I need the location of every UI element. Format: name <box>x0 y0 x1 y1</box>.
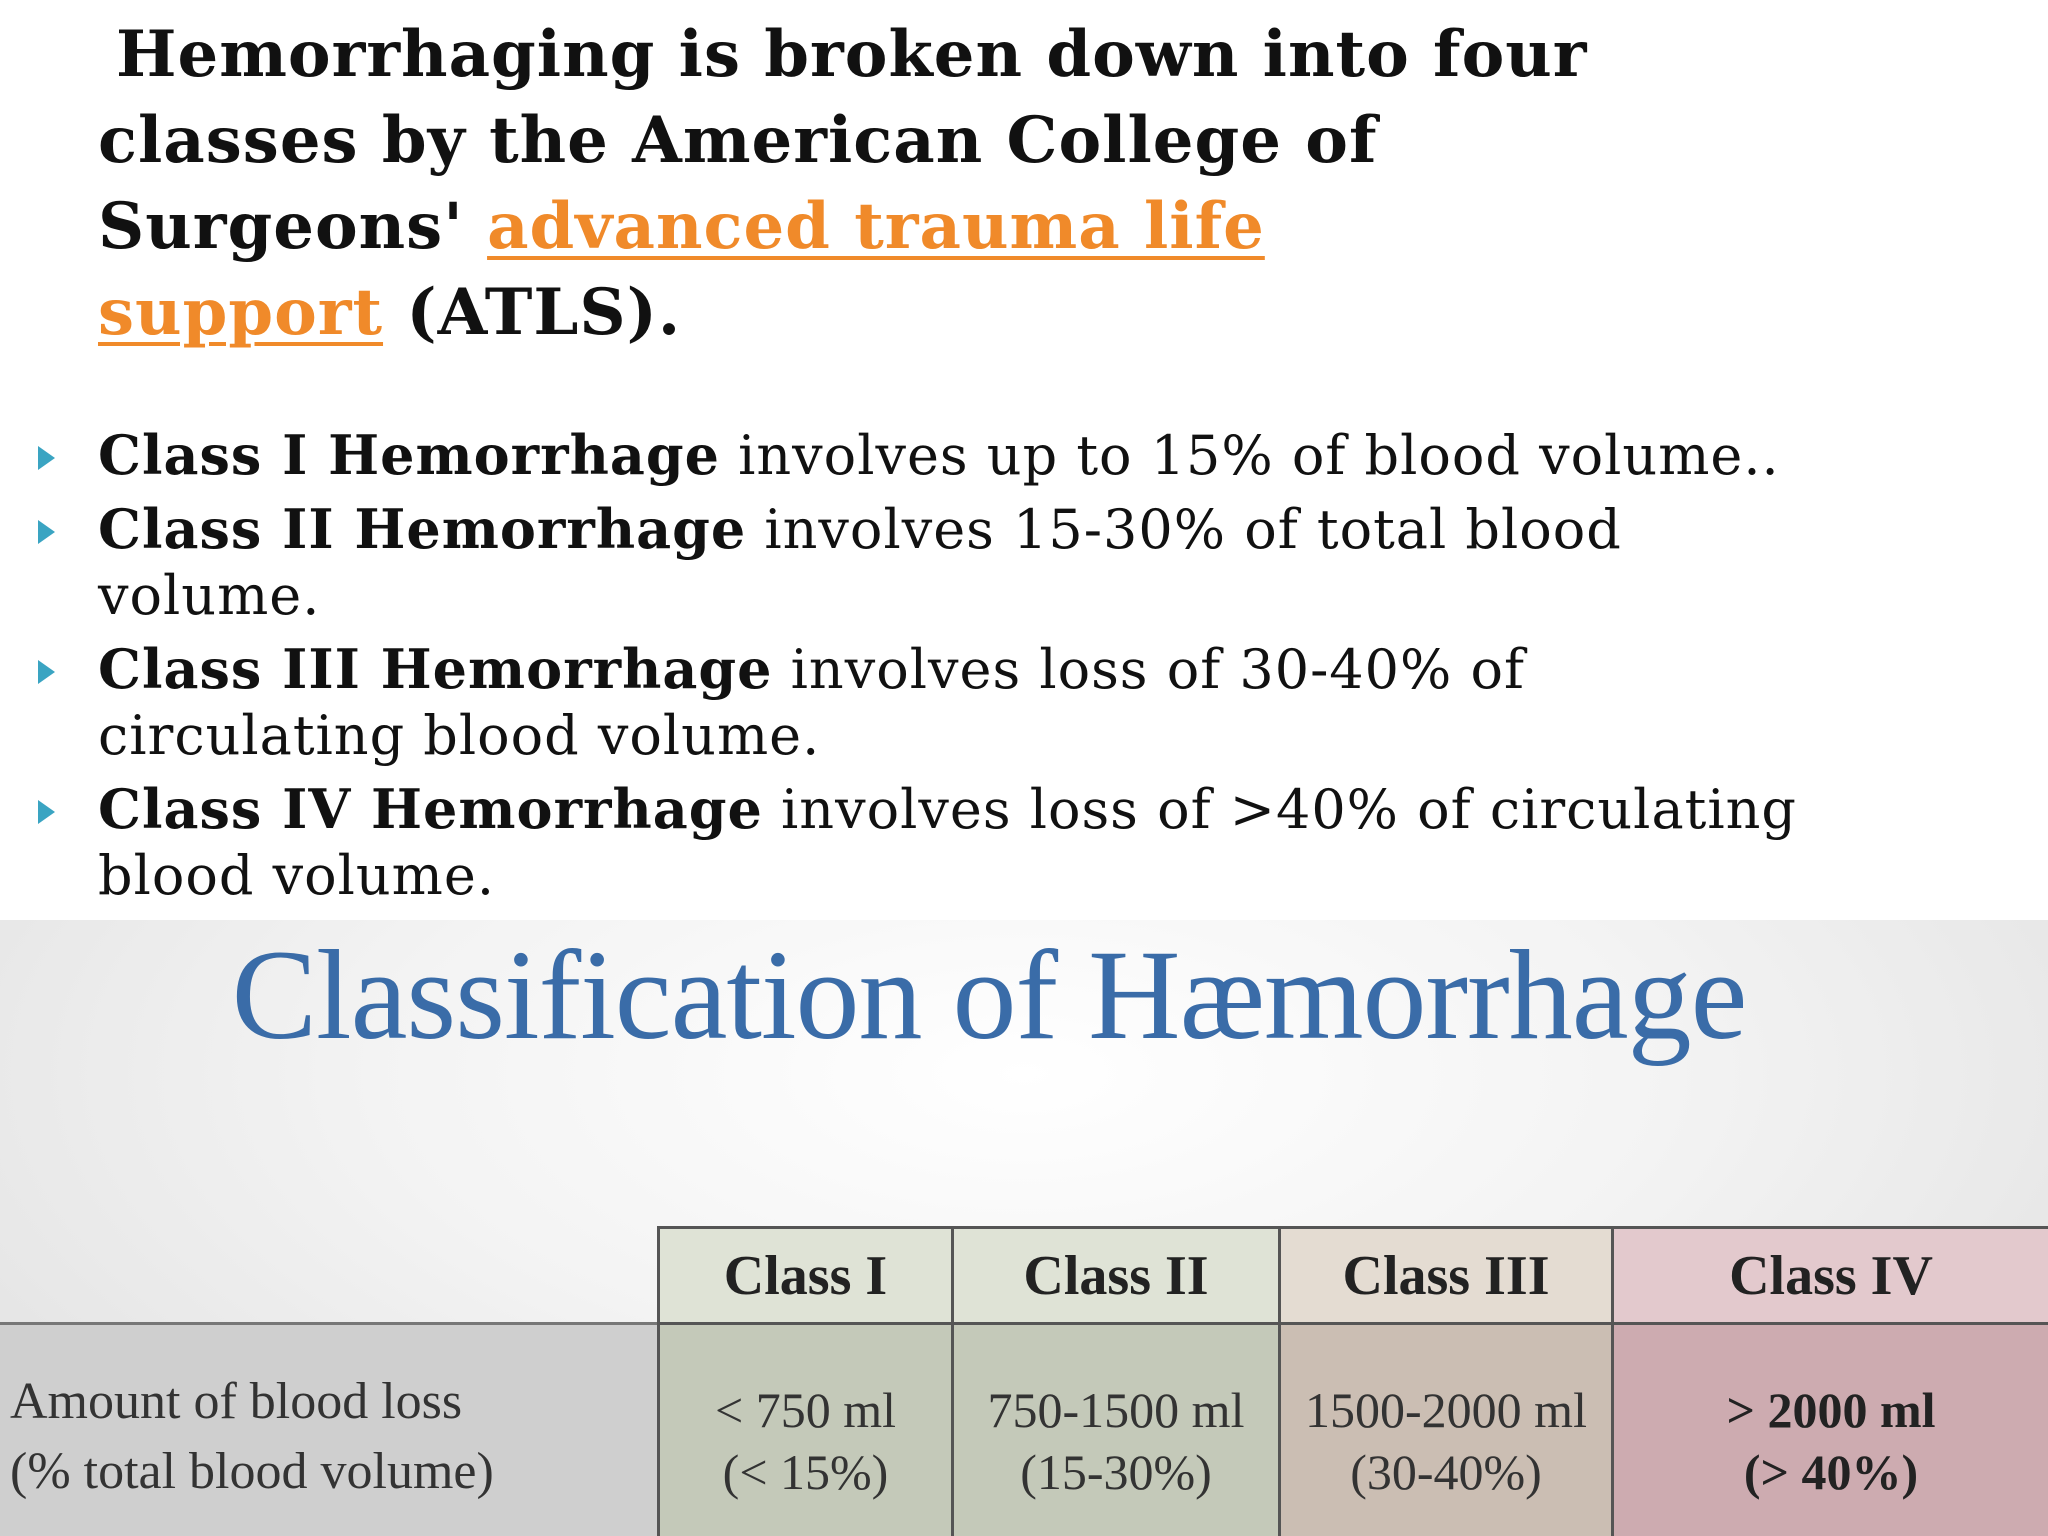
bullet-bold: Class IV Hemorrhage <box>98 777 763 841</box>
atls-link-continued[interactable]: support <box>98 275 384 350</box>
cell-percent: (< 15%) <box>722 1444 889 1500</box>
cell-percent: (15-30%) <box>1020 1444 1212 1500</box>
header-class-i: Class I <box>657 1226 951 1322</box>
bullet-text: involves up to 15% of blood volume.. <box>738 424 1780 487</box>
cell-class-iv <box>1611 1322 2048 1536</box>
bullet-bold: Class I Hemorrhage <box>98 423 720 487</box>
cell-percent: (30-40%) <box>1350 1444 1542 1500</box>
heading-text: (ATLS). <box>406 275 682 350</box>
bullet-continuation: blood volume. <box>98 844 495 907</box>
row-label-line: Amount of blood loss <box>10 1373 463 1430</box>
heading-text: Surgeons' <box>98 189 464 264</box>
bullet-text: involves loss of >40% of circulating <box>781 778 1797 841</box>
header-class-iv: Class IV <box>1611 1226 2048 1322</box>
cell-volume: 1500-2000 ml <box>1305 1382 1587 1438</box>
bullet-class-iv <box>98 776 2048 909</box>
bullet-class-iii <box>98 636 2048 769</box>
row-label <box>0 1322 660 1536</box>
atls-link[interactable]: advanced trauma life <box>487 189 1265 264</box>
bullet-text: involves 15-30% of total blood <box>764 498 1622 561</box>
bullet-class-ii <box>98 496 2048 629</box>
triangle-bullet-icon <box>38 520 55 544</box>
triangle-bullet-icon <box>38 446 55 470</box>
cell-class-i <box>657 1322 951 1536</box>
heading-line: Hemorrhaging is broken down into four <box>116 17 1588 92</box>
classification-title <box>0 920 2048 1070</box>
classification-table <box>0 1226 2048 1536</box>
cell-class-ii <box>951 1322 1278 1536</box>
cell-percent: (> 40%) <box>1743 1444 1919 1500</box>
bullet-text: involves loss of 30-40% of <box>790 638 1525 701</box>
cell-volume: > 2000 ml <box>1726 1382 1936 1438</box>
heading-line: classes by the American College of <box>98 103 1378 178</box>
bullet-bold: Class III Hemorrhage <box>98 637 773 701</box>
classification-title-text: Classification of Hæmorrhage <box>231 924 1747 1066</box>
bullet-bold: Class II Hemorrhage <box>98 497 747 561</box>
triangle-bullet-icon <box>38 800 55 824</box>
classification-slide <box>0 920 2048 1536</box>
bullet-continuation: volume. <box>98 564 321 627</box>
slide-heading <box>98 12 1998 356</box>
bullet-continuation: circulating blood volume. <box>98 704 821 767</box>
header-class-iii: Class III <box>1278 1226 1611 1322</box>
cell-volume: 750-1500 ml <box>987 1382 1245 1438</box>
cell-volume: < 750 ml <box>715 1382 896 1438</box>
triangle-bullet-icon <box>38 660 55 684</box>
header-class-ii: Class II <box>951 1226 1278 1322</box>
row-label-line: (% total blood volume) <box>10 1443 494 1500</box>
bullet-class-i <box>98 422 2048 489</box>
cell-class-iii <box>1278 1322 1611 1536</box>
